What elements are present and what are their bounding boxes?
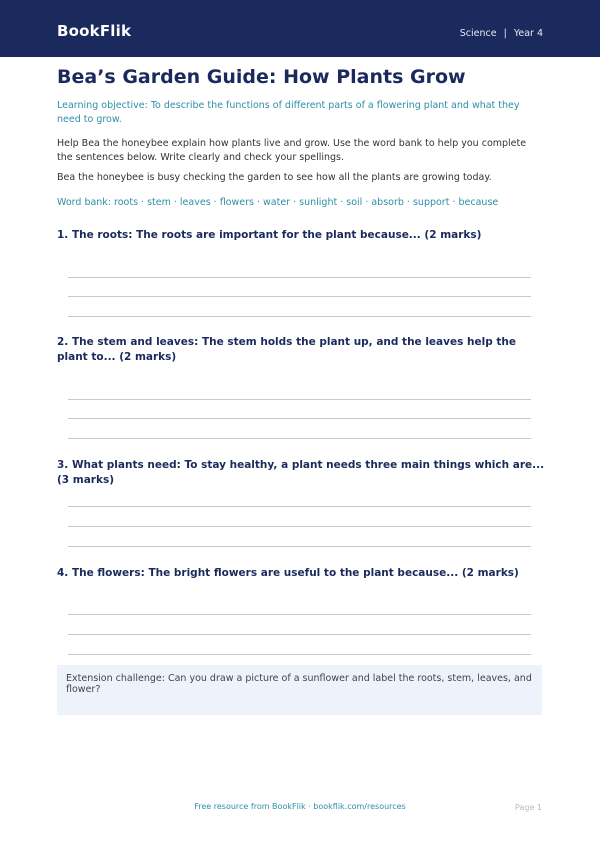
brand-logo-text: BookFlik [57, 22, 132, 40]
page-title: Bea’s Garden Guide: How Plants Grow [57, 66, 466, 88]
answer-line[interactable] [68, 506, 531, 507]
page-header [0, 0, 600, 57]
footer-text: Free resource from BookFlik · bookflik.com/resources [194, 802, 406, 811]
learning-objective: Learning objective: To describe the functions of different parts of a flowering plant and what they need to grow. [57, 100, 520, 125]
question-2-prompt: 2. The stem and leaves: The stem holds the plant up, and the leaves help the plant to... (2 marks) [57, 336, 516, 363]
answer-line[interactable] [68, 399, 531, 400]
extension-challenge-box [57, 665, 542, 715]
question-4-prompt: 4. The flowers: The bright flowers are useful to the plant because... (2 marks) [57, 567, 519, 579]
answer-line[interactable] [68, 316, 531, 317]
question-3-prompt: 3. What plants need: To stay healthy, a plant needs three main things which are... (3 marks) [57, 459, 545, 486]
year-label: Year 4 [513, 28, 543, 39]
answer-line[interactable] [68, 296, 531, 297]
answer-line[interactable] [68, 654, 531, 655]
question-1-prompt: 1. The roots: The roots are important for the plant because... (2 marks) [57, 229, 482, 241]
instructions-text: Help Bea the honeybee explain how plants live and grow. Use the word bank to help you complete the sentences below. Write clearly and check your spellings. [57, 138, 527, 163]
page-number: Page 1 [515, 803, 542, 812]
answer-line[interactable] [68, 546, 531, 547]
answer-line[interactable] [68, 634, 531, 635]
answer-line[interactable] [68, 614, 531, 615]
header-meta [460, 28, 543, 39]
subject-label: Science [459, 28, 497, 39]
answer-line[interactable] [68, 277, 531, 278]
context-text: Bea the honeybee is busy checking the garden to see how all the plants are growing today. [57, 172, 492, 183]
answer-line[interactable] [68, 418, 531, 419]
meta-separator: | [503, 28, 507, 39]
extension-challenge-text: Extension challenge: Can you draw a picture of a sunflower and label the roots, stem, leaves, and flower? [66, 673, 532, 695]
answer-line[interactable] [68, 438, 531, 439]
word-bank: Word bank: roots · stem · leaves · flowers · water · sunlight · soil · absorb · support · because [57, 197, 499, 208]
answer-line[interactable] [68, 526, 531, 527]
